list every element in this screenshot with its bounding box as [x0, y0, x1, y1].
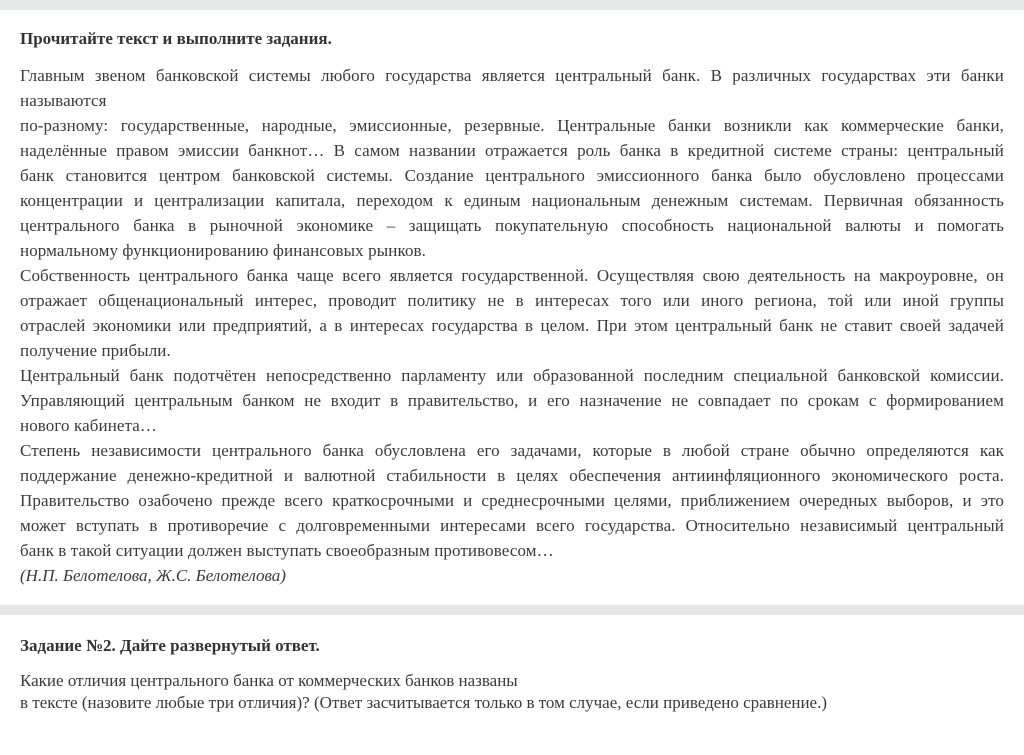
text-line: Управляющий центральным банком не входит в правительство, и его назначение не совпадает по срокам с формированием — [20, 391, 1004, 410]
text-line: Собственность центрального банка чаще всего является государственной. Осуществляя свою деятельность на макроуровне, он — [20, 266, 1004, 285]
task-heading: Задание №2. Дайте развернутый ответ. — [20, 636, 320, 655]
text-line: нормальному функционированию финансовых рынков. — [20, 241, 427, 260]
text-line: получение прибыли. — [20, 341, 171, 360]
text-line: называются — [20, 91, 107, 110]
text-line: Центральный банк подотчётен непосредственно парламенту или образованной последним специальной банковской комиссии. — [20, 366, 1004, 385]
task-panel — [0, 615, 1024, 755]
text-line: по-разному: государственные, народные, эмиссионные, резервные. Центральные банки возникли как коммерческие банки, — [20, 116, 1004, 135]
question-line: в тексте (назовите любые три отличия)? (Ответ засчитывается только в том случае, если приведено сравнение.) — [20, 693, 828, 712]
text-line: отраслей экономики или предприятий, а в интересах государства в целом. При этом центральный банк не ставит своей задачей — [20, 316, 1004, 335]
question-line: Какие отличия центрального банка от коммерческих банков названы — [20, 671, 518, 690]
section-divider — [0, 605, 1024, 615]
reading-text-panel — [0, 10, 1024, 605]
text-line: поддержание денежно-кредитной и валютной стабильности в целях обеспечения антиинфляционного экономического роста. — [20, 466, 1004, 485]
text-line: Правительство озабочено прежде всего краткосрочными и среднесрочными целями, приближением очередных выборов, и это — [20, 491, 1004, 510]
text-author: (Н.П. Белотелова, Ж.С. Белотелова) — [20, 566, 286, 585]
text-line: наделённые правом эмиссии банкнот… В самом названии отражается роль банка в кредитной системе страны: центральный — [20, 141, 1004, 160]
text-line: банк в такой ситуации должен выступать своеобразным противовесом… — [20, 541, 554, 560]
text-line: банк становится центром банковской системы. Создание центрального эмиссионного банка было обусловлено процессами — [20, 166, 1004, 185]
text-line: концентрации и централизации капитала, переходом к единым национальным денежным системам. Первичная обязанность — [20, 191, 1004, 210]
text-line: Главным звеном банковской системы любого государства является центральный банк. В различных государствах эти банки — [20, 66, 1004, 85]
text-line: отражает общенациональный интерес, проводит политику не в интересах того или иного региона, той или иной группы — [20, 291, 1004, 310]
text-line: центрального банка в рыночной экономике – защищать покупательную способность национальной валюты и помогать — [20, 216, 1004, 235]
reading-text — [20, 63, 1004, 563]
top-bar — [0, 0, 1024, 10]
text-line: Степень независимости центрального банка обусловлена его задачами, которые в любой стране обычно определяются как — [20, 441, 1004, 460]
text-line: нового кабинета… — [20, 416, 158, 435]
text-line: может вступать в противоречие с долговременными интересами всего государства. Относительно независимый центральный — [20, 516, 1004, 535]
task-question — [20, 670, 1004, 714]
reading-heading: Прочитайте текст и выполните задания. — [20, 29, 332, 48]
